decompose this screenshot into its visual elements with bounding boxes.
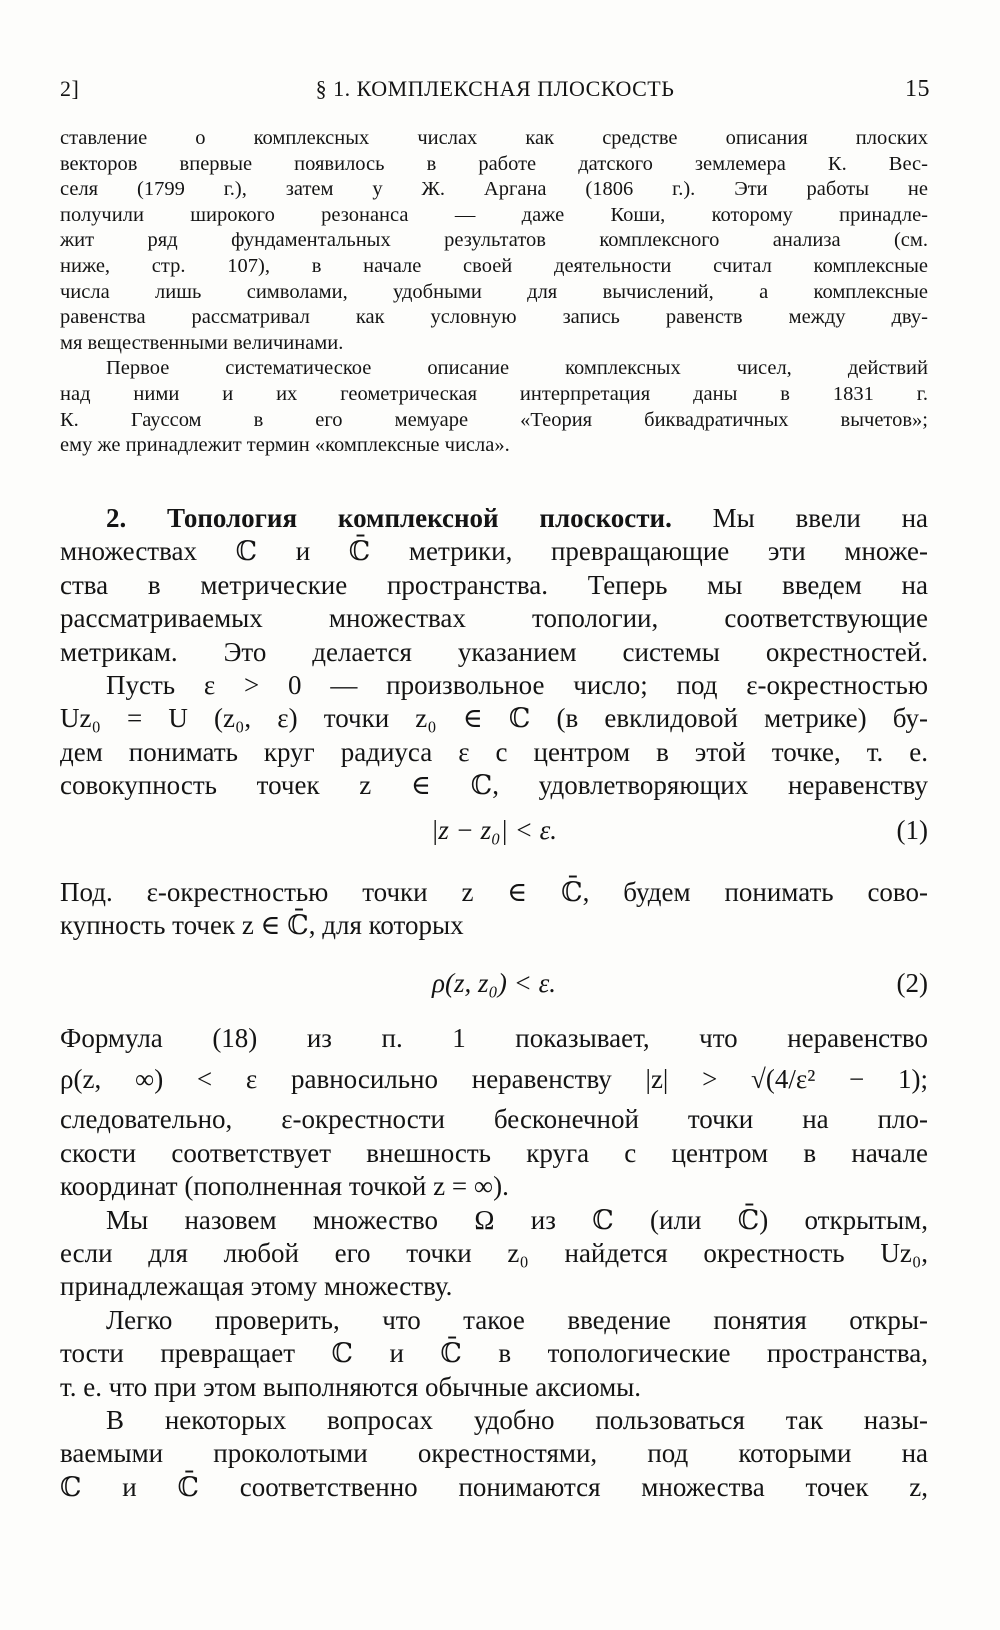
paragraph-line: скости соответствует внешность круга с центром в начале (60, 1137, 928, 1168)
section-body-3 (60, 1022, 928, 1504)
paragraph-line: тости превращает ℂ и ℂ̄ в топологические пространства, (60, 1338, 928, 1369)
note-line: равенства рассматривал как условную запись равенств между дву- (60, 306, 928, 329)
note-line: Первое систематическое описание комплексных чисел, действий (106, 357, 928, 380)
note-line: жит ряд фундаментальных результатов комплексного анализа (см. (60, 229, 928, 252)
paragraph-line: дем понимать круг радиуса ε с центром в этой точке, т. е. (60, 736, 928, 767)
paragraph-line: Под. ε-окрестностью точки z ∈ ℂ̄, будем понимать сово- (60, 877, 928, 907)
formula-1 (60, 815, 928, 855)
paragraph-text: Мы ввели на (712, 503, 929, 533)
paragraph-line: ρ(z, ∞) < ε равносильно неравенству |z| > √(4/ε² − 1); (60, 1064, 928, 1095)
note-line: селя (1799 г.), затем у Ж. Аргана (1806 г.). Эти работы не (60, 178, 928, 201)
paragraph-line: ваемыми проколотыми окрестностями, под которыми на (60, 1438, 928, 1469)
paragraph-line: ства в метрические пространства. Теперь мы введем на (60, 569, 928, 600)
paragraph-line: следовательно, ε-окрестности бесконечной точки на пло- (60, 1104, 928, 1135)
formula-1-number: (1) (896, 815, 928, 845)
paragraph-line: координат (пополненная точкой z = ∞). (60, 1171, 509, 1202)
paragraph-line: ℂ и ℂ̄ соответственно понимаются множества точек z, (60, 1471, 928, 1502)
formula-2 (60, 968, 928, 1008)
formula-2-number: (2) (896, 968, 928, 998)
note-line: ему же принадлежит термин «комплексные числа». (60, 434, 510, 457)
page-number: 15 (905, 76, 930, 102)
paragraph-line: принадлежащая этому множеству. (60, 1271, 453, 1302)
paragraph-line: Легко проверить, что такое введение понятия откры- (106, 1304, 928, 1335)
paragraph-line: если для любой его точки z₀ найдется окрестность Uz₀, (60, 1237, 928, 1268)
paragraph-line: совокупность точек z ∈ ℂ, удовлетворяющих неравенству (60, 770, 928, 801)
header-chapter-title: § 1. КОМПЛЕКСНАЯ ПЛОСКОСТЬ (315, 76, 675, 101)
formula-2-expression: ρ(z, z₀) < ε. (432, 968, 556, 998)
note-line: векторов впервые появилось в работе датского землемера К. Вес- (60, 152, 928, 175)
note-line: мя вещественными величинами. (60, 331, 344, 354)
running-header (60, 76, 930, 106)
paragraph-line: В некоторых вопросах удобно пользоваться так назы- (106, 1404, 928, 1435)
note-line: числа лишь символами, удобными для вычислений, а комплексные (60, 280, 928, 303)
header-section-number: 2] (60, 76, 80, 101)
section-body-2 (60, 876, 928, 943)
paragraph-line: множествах ℂ и ℂ̄ метрики, превращающие эти множе- (60, 536, 928, 567)
section-body (60, 502, 928, 803)
paragraph-line: Мы назовем множество Ω из ℂ (или ℂ̄) открытым, (106, 1204, 928, 1235)
note-line: над ними и их геометрическая интерпретация даны в 1831 г. (60, 382, 928, 405)
formula-1-expression: |z − z₀| < ε. (430, 815, 558, 845)
paragraph-line: т. е. что при этом выполняются обычные аксиомы. (60, 1371, 642, 1402)
note-line: К. Гауссом в его мемуаре «Теория биквадратичных вычетов»; (60, 408, 928, 431)
paragraph-line: Пусть ε > 0 — произвольное число; под ε-окрестностью (106, 669, 928, 700)
paragraph-line: метрикам. Это делается указанием системы окрестностей. (60, 636, 928, 667)
section-first-line (60, 502, 928, 535)
note-line: получили широкого резонанса — даже Коши, которому принадле- (60, 203, 928, 226)
paragraph-line: Uz₀ = U (z₀, ε) точки z₀ ∈ ℂ (в евклидовой метрике) бу- (60, 703, 928, 734)
paragraph-line: рассматриваемых множествах топологии, соответствующие (60, 603, 928, 634)
paragraph-line: купность точек z ∈ ℂ̄, для которых (60, 910, 464, 941)
note-line: ниже, стр. 107), в начале своей деятельности считал комплексные (60, 254, 928, 277)
section-heading: 2. Топология комплексной плоскости. (106, 503, 672, 533)
paragraph-line: Формула (18) из п. 1 показывает, что неравенство (60, 1023, 928, 1053)
historical-note (60, 126, 928, 459)
note-line: ставление о комплексных числах как средстве описания плоских (60, 127, 928, 149)
